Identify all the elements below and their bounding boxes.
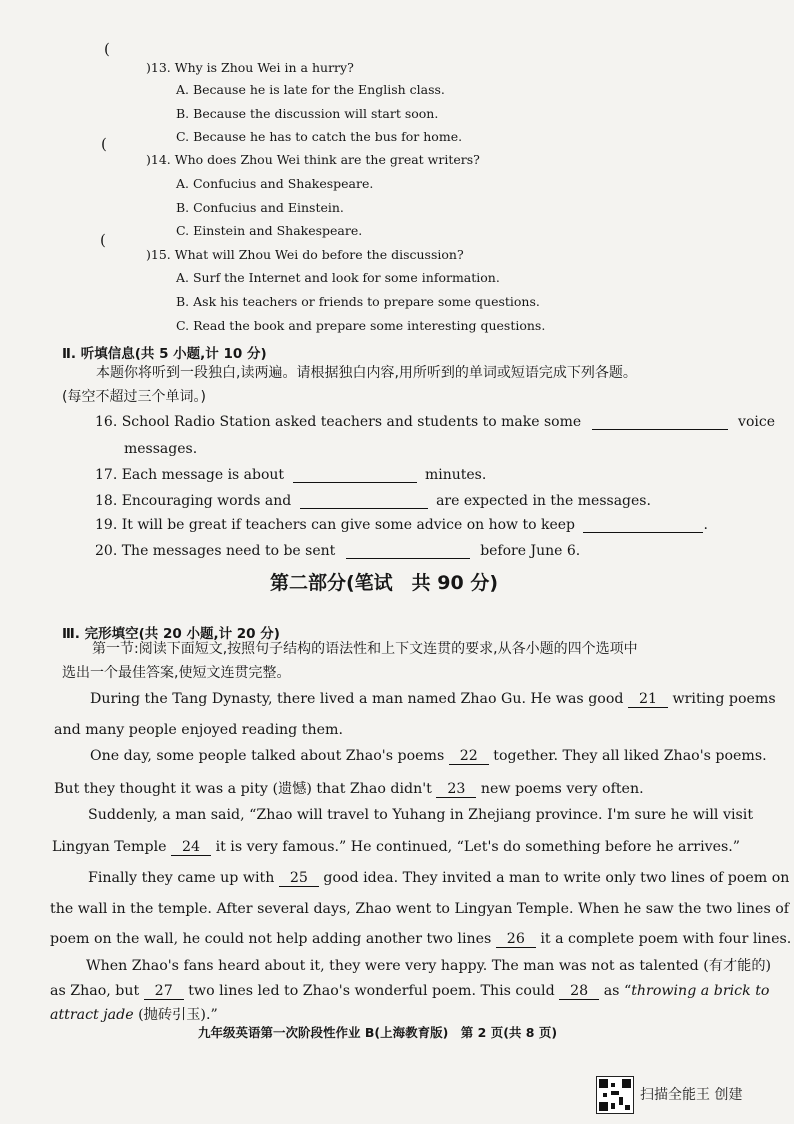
- passage-line: One day, some people talked about Zhao's poems 22 together. They all liked Zhao's poems.: [90, 748, 767, 764]
- section-3-title: Ⅲ. 完形填空(共 20 小题,计 20 分): [62, 626, 280, 642]
- fill-item-17: 17. Each message is about minutes.: [95, 467, 487, 483]
- blank-26[interactable]: 26: [496, 931, 536, 948]
- scanner-watermark: 扫描全能王 创建: [640, 1087, 743, 1103]
- answer-blank-16[interactable]: [592, 415, 728, 430]
- q13-option-b: B. Because the discussion will start soon.: [176, 106, 439, 121]
- page-footer: 九年级英语第一次阶段性作业 B(上海教育版) 第 2 页(共 8 页): [198, 1025, 558, 1040]
- section-2-instruction: 本题你将听到一段独白,读两遍。请根据独白内容,用所听到的单词或短语完成下列各题。: [96, 365, 637, 381]
- q14-option-c: C. Einstein and Shakespeare.: [176, 223, 363, 238]
- blank-22[interactable]: 22: [449, 748, 489, 765]
- q15-option-a: A. Surf the Internet and look for some information.: [176, 270, 500, 285]
- passage-line: Finally they came up with 25 good idea. They invited a man to write only two lines of poem on: [88, 870, 790, 886]
- passage-line: Lingyan Temple 24 it is very famous.” He continued, “Let's do something before he arrives.”: [52, 839, 741, 855]
- section-3-instruction-line-2: 选出一个最佳答案,使短文连贯完整。: [62, 665, 291, 681]
- q15-option-b: B. Ask his teachers or friends to prepare some questions.: [176, 294, 540, 309]
- fill-item-18: 18. Encouraging words and are expected in the messages.: [95, 493, 651, 509]
- passage-line: attract jade (抛砖引玉).”: [50, 1007, 218, 1023]
- question-13: )13. Why is Zhou Wei in a hurry?: [146, 60, 354, 75]
- fill-item-19: 19. It will be great if teachers can give some advice on how to keep .: [95, 517, 708, 533]
- blank-24[interactable]: 24: [171, 839, 211, 856]
- answer-blank-20[interactable]: [346, 544, 470, 559]
- part-2-title: 第二部分(笔试 共 90 分): [270, 572, 499, 594]
- fill-item-20: 20. The messages need to be sent before June 6.: [95, 543, 581, 559]
- answer-paren: (: [104, 40, 110, 58]
- section-3-instruction-line: 第一节:阅读下面短文,按照句子结构的语法性和上下文连贯的要求,从各小题的四个选项中: [92, 641, 638, 657]
- passage-line: When Zhao's fans heard about it, they were very happy. The man was not as talented (有才能的): [86, 958, 772, 974]
- question-15: )15. What will Zhou Wei do before the discussion?: [146, 247, 464, 262]
- blank-27[interactable]: 27: [144, 983, 184, 1000]
- q14-option-a: A. Confucius and Shakespeare.: [176, 176, 374, 191]
- answer-paren: (: [100, 231, 106, 249]
- answer-blank-19[interactable]: [583, 518, 703, 533]
- section-2-instruction-note: (每空不超过三个单词。): [62, 389, 206, 405]
- blank-21[interactable]: 21: [628, 691, 668, 708]
- q15-option-c: C. Read the book and prepare some interesting questions.: [176, 318, 546, 333]
- passage-line: Suddenly, a man said, “Zhao will travel to Yuhang in Zhejiang province. I'm sure he will visit: [88, 807, 754, 823]
- q13-option-a: A. Because he is late for the English class.: [176, 82, 445, 97]
- passage-line: During the Tang Dynasty, there lived a man named Zhao Gu. He was good 21 writing poems: [90, 691, 776, 707]
- q14-option-b: B. Confucius and Einstein.: [176, 200, 344, 215]
- blank-25[interactable]: 25: [279, 870, 319, 887]
- fill-item-16: 16. School Radio Station asked teachers and students to make some voice: [95, 414, 775, 430]
- qr-code-icon: [596, 1076, 634, 1114]
- passage-line: But they thought it was a pity (遗憾) that Zhao didn't 23 new poems very often.: [54, 781, 644, 797]
- passage-line: poem on the wall, he could not help adding another two lines 26 it a complete poem with four lines.: [50, 931, 792, 947]
- answer-paren: (: [101, 135, 107, 153]
- passage-line: the wall in the temple. After several days, Zhao went to Lingyan Temple. When he saw the two lines of: [50, 901, 790, 917]
- blank-28[interactable]: 28: [559, 983, 599, 1000]
- fill-item-16-cont: messages.: [124, 441, 198, 457]
- question-14: )14. Who does Zhou Wei think are the great writers?: [146, 152, 480, 167]
- blank-23[interactable]: 23: [436, 781, 476, 798]
- answer-blank-17[interactable]: [293, 468, 417, 483]
- passage-line: and many people enjoyed reading them.: [54, 722, 343, 738]
- q13-option-c: C. Because he has to catch the bus for home.: [176, 129, 463, 144]
- section-2-title: Ⅱ. 听填信息(共 5 小题,计 10 分): [62, 346, 267, 362]
- passage-line: as Zhao, but 27 two lines led to Zhao's wonderful poem. This could 28 as “throwing a brick to: [50, 983, 770, 999]
- answer-blank-18[interactable]: [300, 494, 428, 509]
